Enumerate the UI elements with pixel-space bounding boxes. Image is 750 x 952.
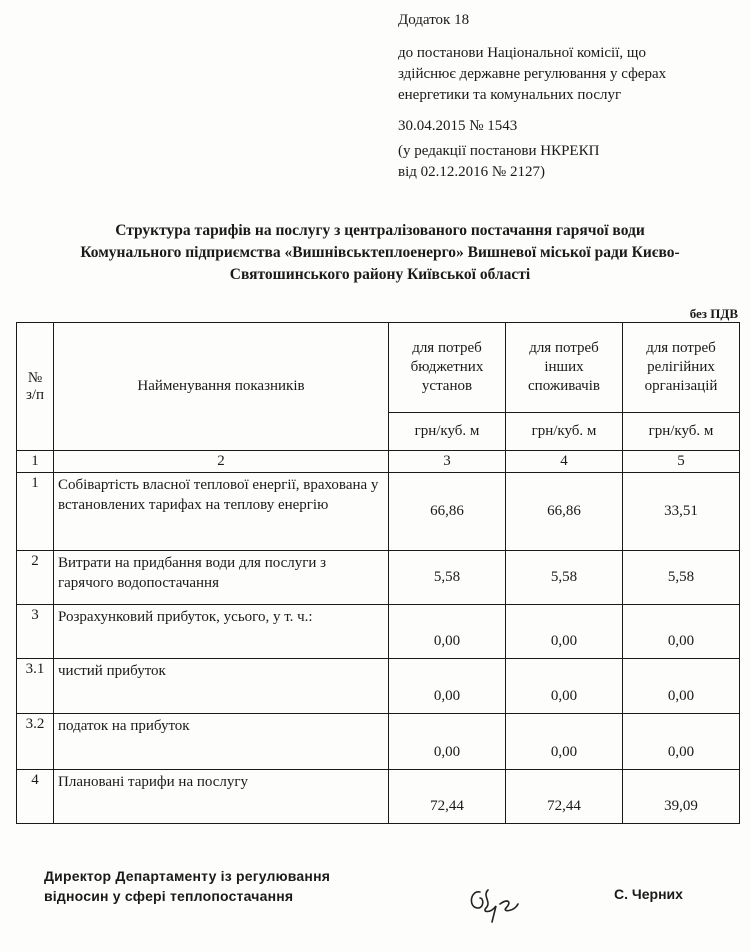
row-name: Собівартість власної теплової енергії, врахована у встановлених тарифах на теплову енергію: [54, 473, 389, 551]
header-num: № з/п: [17, 323, 54, 451]
table-row: [17, 605, 740, 659]
header-col3: для потреб релігійних організацій: [623, 323, 740, 413]
position-line: відносин у сфері теплопостачання: [44, 888, 294, 904]
unit-col1: грн/куб. м: [389, 413, 506, 451]
row-value: 33,51: [623, 473, 740, 551]
row-value: 0,00: [623, 659, 740, 714]
title-line: Комунального підприємства «Вишнівськтеплоенерго» Вишневої міської ради Києво-: [80, 244, 680, 261]
row-num: 3.1: [17, 659, 54, 714]
appendix-line: до постанови Національної комісії, що: [398, 45, 646, 61]
index-cell: 5: [623, 451, 740, 473]
row-name: Витрати на придбання води для послуги з гарячого водопостачання: [54, 551, 389, 605]
tariff-table: [16, 322, 740, 824]
table-row: [17, 551, 740, 605]
resolution-date: 30.04.2015 № 1543: [398, 118, 518, 134]
row-value: 66,86: [389, 473, 506, 551]
handwritten-signature: [462, 878, 532, 928]
row-value: 0,00: [623, 714, 740, 770]
appendix-line: здійснює державне регулювання у сферах: [398, 66, 667, 82]
row-name: Плановані тарифи на послугу: [54, 770, 389, 824]
row-name: податок на прибуток: [54, 714, 389, 770]
row-value: 0,00: [389, 605, 506, 659]
signer-name: С. Черних: [614, 886, 683, 902]
header-col1: для потреб бюджетних установ: [389, 323, 506, 413]
index-cell: 2: [54, 451, 389, 473]
header-col2: для потреб інших споживачів: [506, 323, 623, 413]
row-value: 0,00: [506, 605, 623, 659]
row-value: 72,44: [506, 770, 623, 824]
table-row: [17, 659, 740, 714]
appendix-line: енергетики та комунальних послуг: [398, 87, 622, 103]
row-value: 66,86: [506, 473, 623, 551]
row-value: 0,00: [506, 714, 623, 770]
row-value: 0,00: [389, 659, 506, 714]
row-num: 3: [17, 605, 54, 659]
index-cell: 3: [389, 451, 506, 473]
row-value: 0,00: [506, 659, 623, 714]
row-name: чистий прибуток: [54, 659, 389, 714]
index-cell: 4: [506, 451, 623, 473]
row-value: 39,09: [623, 770, 740, 824]
index-cell: 1: [17, 451, 54, 473]
vat-note: без ПДВ: [689, 306, 738, 321]
row-num: 4: [17, 770, 54, 824]
appendix-number: Додаток 18: [398, 12, 470, 28]
row-num: 3.2: [17, 714, 54, 770]
table-row: [17, 770, 740, 824]
title-line: Святошинського району Київської області: [229, 266, 531, 283]
table-row: [17, 714, 740, 770]
row-value: 72,44: [389, 770, 506, 824]
row-value: 0,00: [623, 605, 740, 659]
row-value: 5,58: [623, 551, 740, 605]
header-name: Найменування показників: [54, 323, 389, 451]
unit-col2: грн/куб. м: [506, 413, 623, 451]
index-row: [17, 451, 740, 473]
position-line: Директор Департаменту із регулювання: [44, 868, 331, 884]
row-num: 1: [17, 473, 54, 551]
unit-col3: грн/куб. м: [623, 413, 740, 451]
row-num: 2: [17, 551, 54, 605]
document-title: [20, 220, 740, 286]
row-name: Розрахунковий прибуток, усього, у т. ч.:: [54, 605, 389, 659]
title-line: Структура тарифів на послугу з централізованого постачання гарячої води: [115, 222, 645, 239]
signatory-position: [44, 866, 330, 906]
edition-note: (у редакції постанови НКРЕКП: [398, 143, 600, 159]
row-value: 0,00: [389, 714, 506, 770]
edition-note: від 02.12.2016 № 2127): [398, 164, 545, 180]
appendix-header: [398, 10, 738, 183]
table-row: [17, 473, 740, 551]
row-value: 5,58: [506, 551, 623, 605]
row-value: 5,58: [389, 551, 506, 605]
